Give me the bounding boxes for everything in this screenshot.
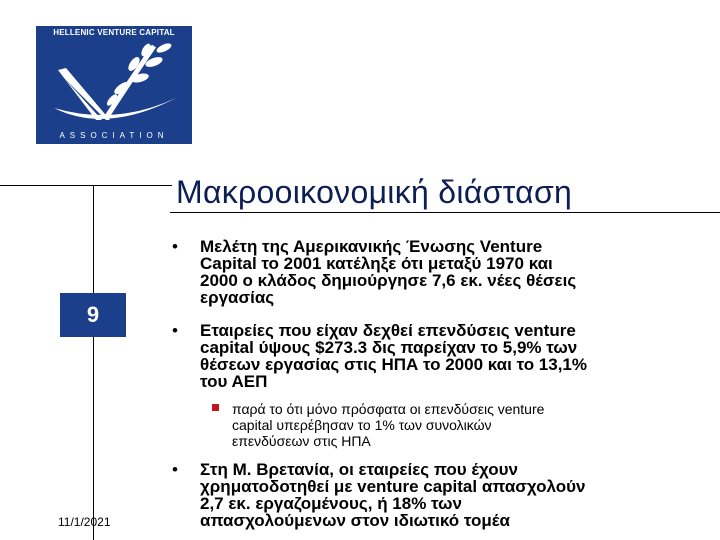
left-vertical-rule — [93, 186, 94, 540]
page-number: 9 — [60, 293, 126, 337]
bullet-3-line: Στη Μ. Βρετανία, οι εταιρείες που έχουν — [200, 460, 518, 479]
logo-bottom-text: ASSOCIATION — [59, 131, 169, 140]
sub-bullet-line: παρά το ότι μόνο πρόσφατα οι επενδύσεις venture — [232, 401, 545, 417]
bullet-3-line: 2,7 εκ. εργαζομένους, ή 18% των — [200, 494, 462, 513]
bullet-1-line: 2000 ο κλάδος δημιούργησε 7,6 εκ. νέες θέσεις — [200, 271, 577, 290]
header-rule-left — [0, 185, 172, 186]
bullet-marker: • — [172, 237, 178, 256]
sub-bullet-marker — [212, 404, 219, 411]
logo-top-text: HELLENIC VENTURE CAPITAL — [53, 28, 175, 37]
sub-bullet-line: capital υπερέβησαν το 1% των συνολικών — [232, 417, 492, 433]
hvca-logo — [36, 26, 192, 144]
bullet-1 — [200, 238, 576, 306]
bullet-1-line: Capital το 2001 κατέληξε ότι μεταξύ 1970 και — [200, 254, 553, 273]
bullet-1-line: εργασίας — [200, 288, 275, 307]
bullet-2-line: capital ύψους $273.3 δις παρείχαν το 5,9% των — [200, 338, 578, 357]
bullet-2-line: θέσεων εργασίας στις ΗΠΑ το 2000 και το 13,1% — [200, 355, 588, 374]
slide-title: Μακροοικονομική διάσταση — [176, 174, 573, 210]
bullet-marker: • — [172, 460, 178, 479]
sub-bullet-line: επενδύσεων στις ΗΠΑ — [232, 433, 371, 449]
bullet-1-line: Μελέτη της Αμερικανικής Ένωσης Venture — [200, 237, 543, 256]
bullet-3 — [200, 461, 585, 529]
bullet-2-line: του ΑΕΠ — [200, 372, 268, 391]
bullet-3-line: απασχολούμενων στον ιδιωτικό τομέα — [200, 511, 510, 530]
bullet-2-line: Εταιρείες που είχαν δεχθεί επενδύσεις venture — [200, 321, 576, 340]
header-rule-right — [170, 212, 720, 213]
slide-date: 11/1/2021 — [58, 515, 111, 529]
bullet-2 — [200, 322, 587, 390]
bullet-3-line: χρηματοδοτηθεί με venture capital απασχολούν — [200, 477, 586, 496]
bullet-marker: • — [172, 321, 178, 340]
v-vine-icon — [36, 38, 192, 132]
sub-bullet — [232, 401, 652, 449]
